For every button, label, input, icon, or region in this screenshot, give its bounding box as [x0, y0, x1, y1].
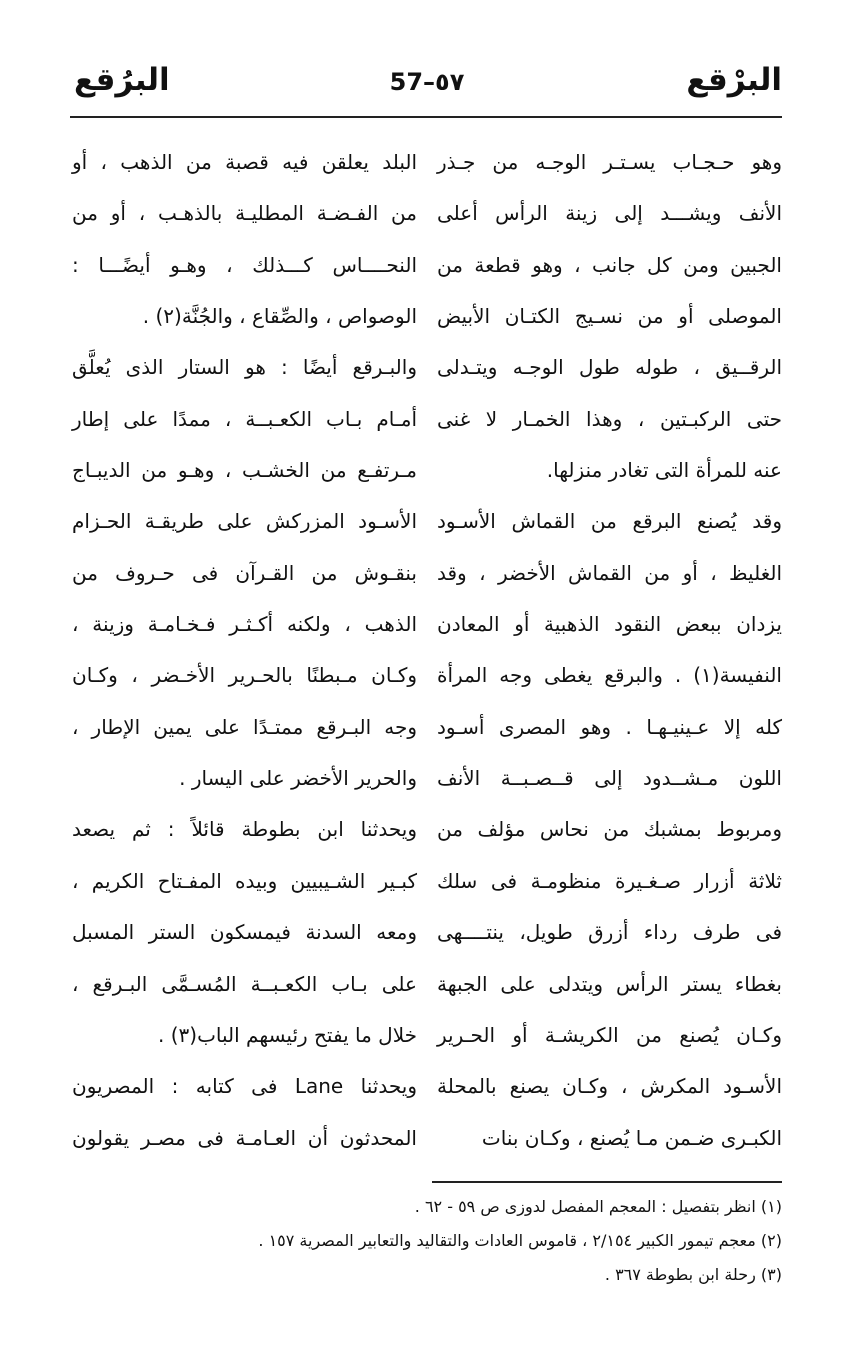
right-column-line: الأنف ويشـــد إلى زينة الرأس أعلى: [437, 201, 782, 226]
header-rule: [70, 116, 782, 118]
footnote-rule: [432, 1181, 782, 1183]
left-column-line: وجه البـرقع ممتـدًا على يمين الإطار ،: [72, 714, 417, 739]
right-column-line: الرقــيق ، طوله طول الوجـه ويتـدلى: [437, 355, 782, 380]
left-column-line: من الفـضـة المطليـة بالذهـب ، أو من: [72, 201, 417, 226]
left-column-line: النحــــاس كـــذلك ، وهـو أيضًـــا :: [72, 252, 417, 277]
right-column-line: ثلاثة أزرار صـغـيرة منظومـة فى سلك: [437, 868, 782, 893]
left-column-line: والبـرقع أيضًا : هو الستار الذى يُعلَّق: [72, 355, 417, 380]
right-column-line: النفيسة(١) . والبرقع يغطى وجه المرأة: [437, 663, 782, 688]
right-column-line: الموصلى أو من نسـيج الكتـان الأبيض: [437, 304, 782, 329]
left-column-line: كبـير الشـيبيين وبيده المفـتاح الكريم ،: [72, 868, 417, 893]
left-column-line: أمـام بـاب الكعـبــة ، ممدًا على إطار: [72, 406, 417, 431]
left-column-line: مـرتفـع من الخشـب ، وهـو من الديبـاج: [72, 458, 417, 483]
left-column-line: بنقـوش من القـرآن فى حـروف من: [72, 560, 417, 585]
left-column-line: البلد يعلقن فيه قصبة من الذهب ، أو: [72, 150, 417, 174]
right-column-line: فى طرف رداء أزرق طويل، ينتــــهى: [437, 920, 782, 945]
right-column-line: يزدان ببعض النقود الذهبية أو المعادن: [437, 612, 782, 637]
right-column-line: الجبين ومن كل جانب ، وهو قطعة من: [437, 252, 782, 277]
right-column-line: وقد يُصنع البرقع من القماش الأسـود: [437, 509, 782, 534]
left-column-line: الوصواص ، والصِّقاع ، والجُنَّة(٢) .: [142, 304, 417, 329]
right-column-line: ومربوط بمشبك من نحاس مؤلف من: [437, 817, 782, 842]
running-head-left: البرُقع: [74, 62, 170, 98]
left-column-line: الذهب ، ولكنه أكـثـر فـخـامـة وزينة ،: [72, 612, 417, 637]
right-column-line: بغطاء يستر الرأس ويتدلى على الجبهة: [437, 971, 782, 996]
left-text-column: [72, 137, 417, 1164]
right-column-line: اللون مـشــدود إلى قــصـبــة الأنف: [437, 766, 782, 791]
footnote-item: (٢) معجم تيمور الكبير ٢/١٥٤ ، قاموس العادات والتقاليد والتعابير المصرية ١٥٧ .: [258, 1231, 782, 1250]
left-column-line: وكـان مـبطنًا بالحـرير الأخـضر ، وكـان: [72, 663, 417, 688]
footnotes: [82, 1190, 782, 1292]
right-column-line: وهو حـجـاب يسـتـر الوجـه من جـذر: [437, 150, 782, 174]
left-column-line: ويحدثنا Lane فى كتابه : المصريون: [72, 1074, 418, 1099]
right-column-line: كله إلا عـينيـهـا . وهو المصرى أسـود: [437, 714, 782, 739]
right-column-line: عنه للمرأة التى تغادر منزلها.: [546, 458, 782, 483]
right-column-line: حتى الركبـتين ، وهذا الخمـار لا غنى: [437, 406, 782, 431]
right-column-line: الأسـود المكرش ، وكـان يصنع بالمحلة: [437, 1074, 782, 1099]
right-column-line: الكبـرى ضـمن مـا يُصنع ، وكـان بنات: [481, 1125, 782, 1150]
footnote-item: (١) انظر بتفصيل : المعجم المفصل لدوزى ص ٥٩ - ٦٢ .: [414, 1197, 782, 1216]
left-column-line: الأسـود المزركش على طريقـة الحـزام: [72, 509, 417, 534]
running-head-right: البرْقع: [686, 62, 782, 98]
left-column-line: ومعه السدنة فيمسكون الستر المسبل: [72, 920, 417, 945]
footnote-item: (٣) رحلة ابن بطوطة ٣٦٧ .: [604, 1265, 782, 1284]
left-column-line: خلال ما يفتح رئيسهم الباب(٣) .: [157, 1022, 417, 1047]
page-number: 57–٥٧: [389, 68, 465, 96]
right-text-column: [437, 137, 782, 1164]
left-column-line: على بـاب الكعـبــة المُسـمَّى البـرقع ،: [72, 971, 417, 996]
right-column-line: وكـان يُصنع من الكريشـة أو الحـرير: [437, 1022, 782, 1047]
left-column-line: المحدثون أن العـامـة فى مصـر يقولون: [72, 1125, 417, 1150]
right-column-line: الغليظ ، أو من القماش الأخضر ، وقد: [437, 560, 782, 585]
left-column-line: والحرير الأخضر على اليسار .: [179, 766, 417, 791]
left-column-line: ويحدثنا ابن بطوطة قائلاً : ثم يصعد: [72, 817, 417, 842]
